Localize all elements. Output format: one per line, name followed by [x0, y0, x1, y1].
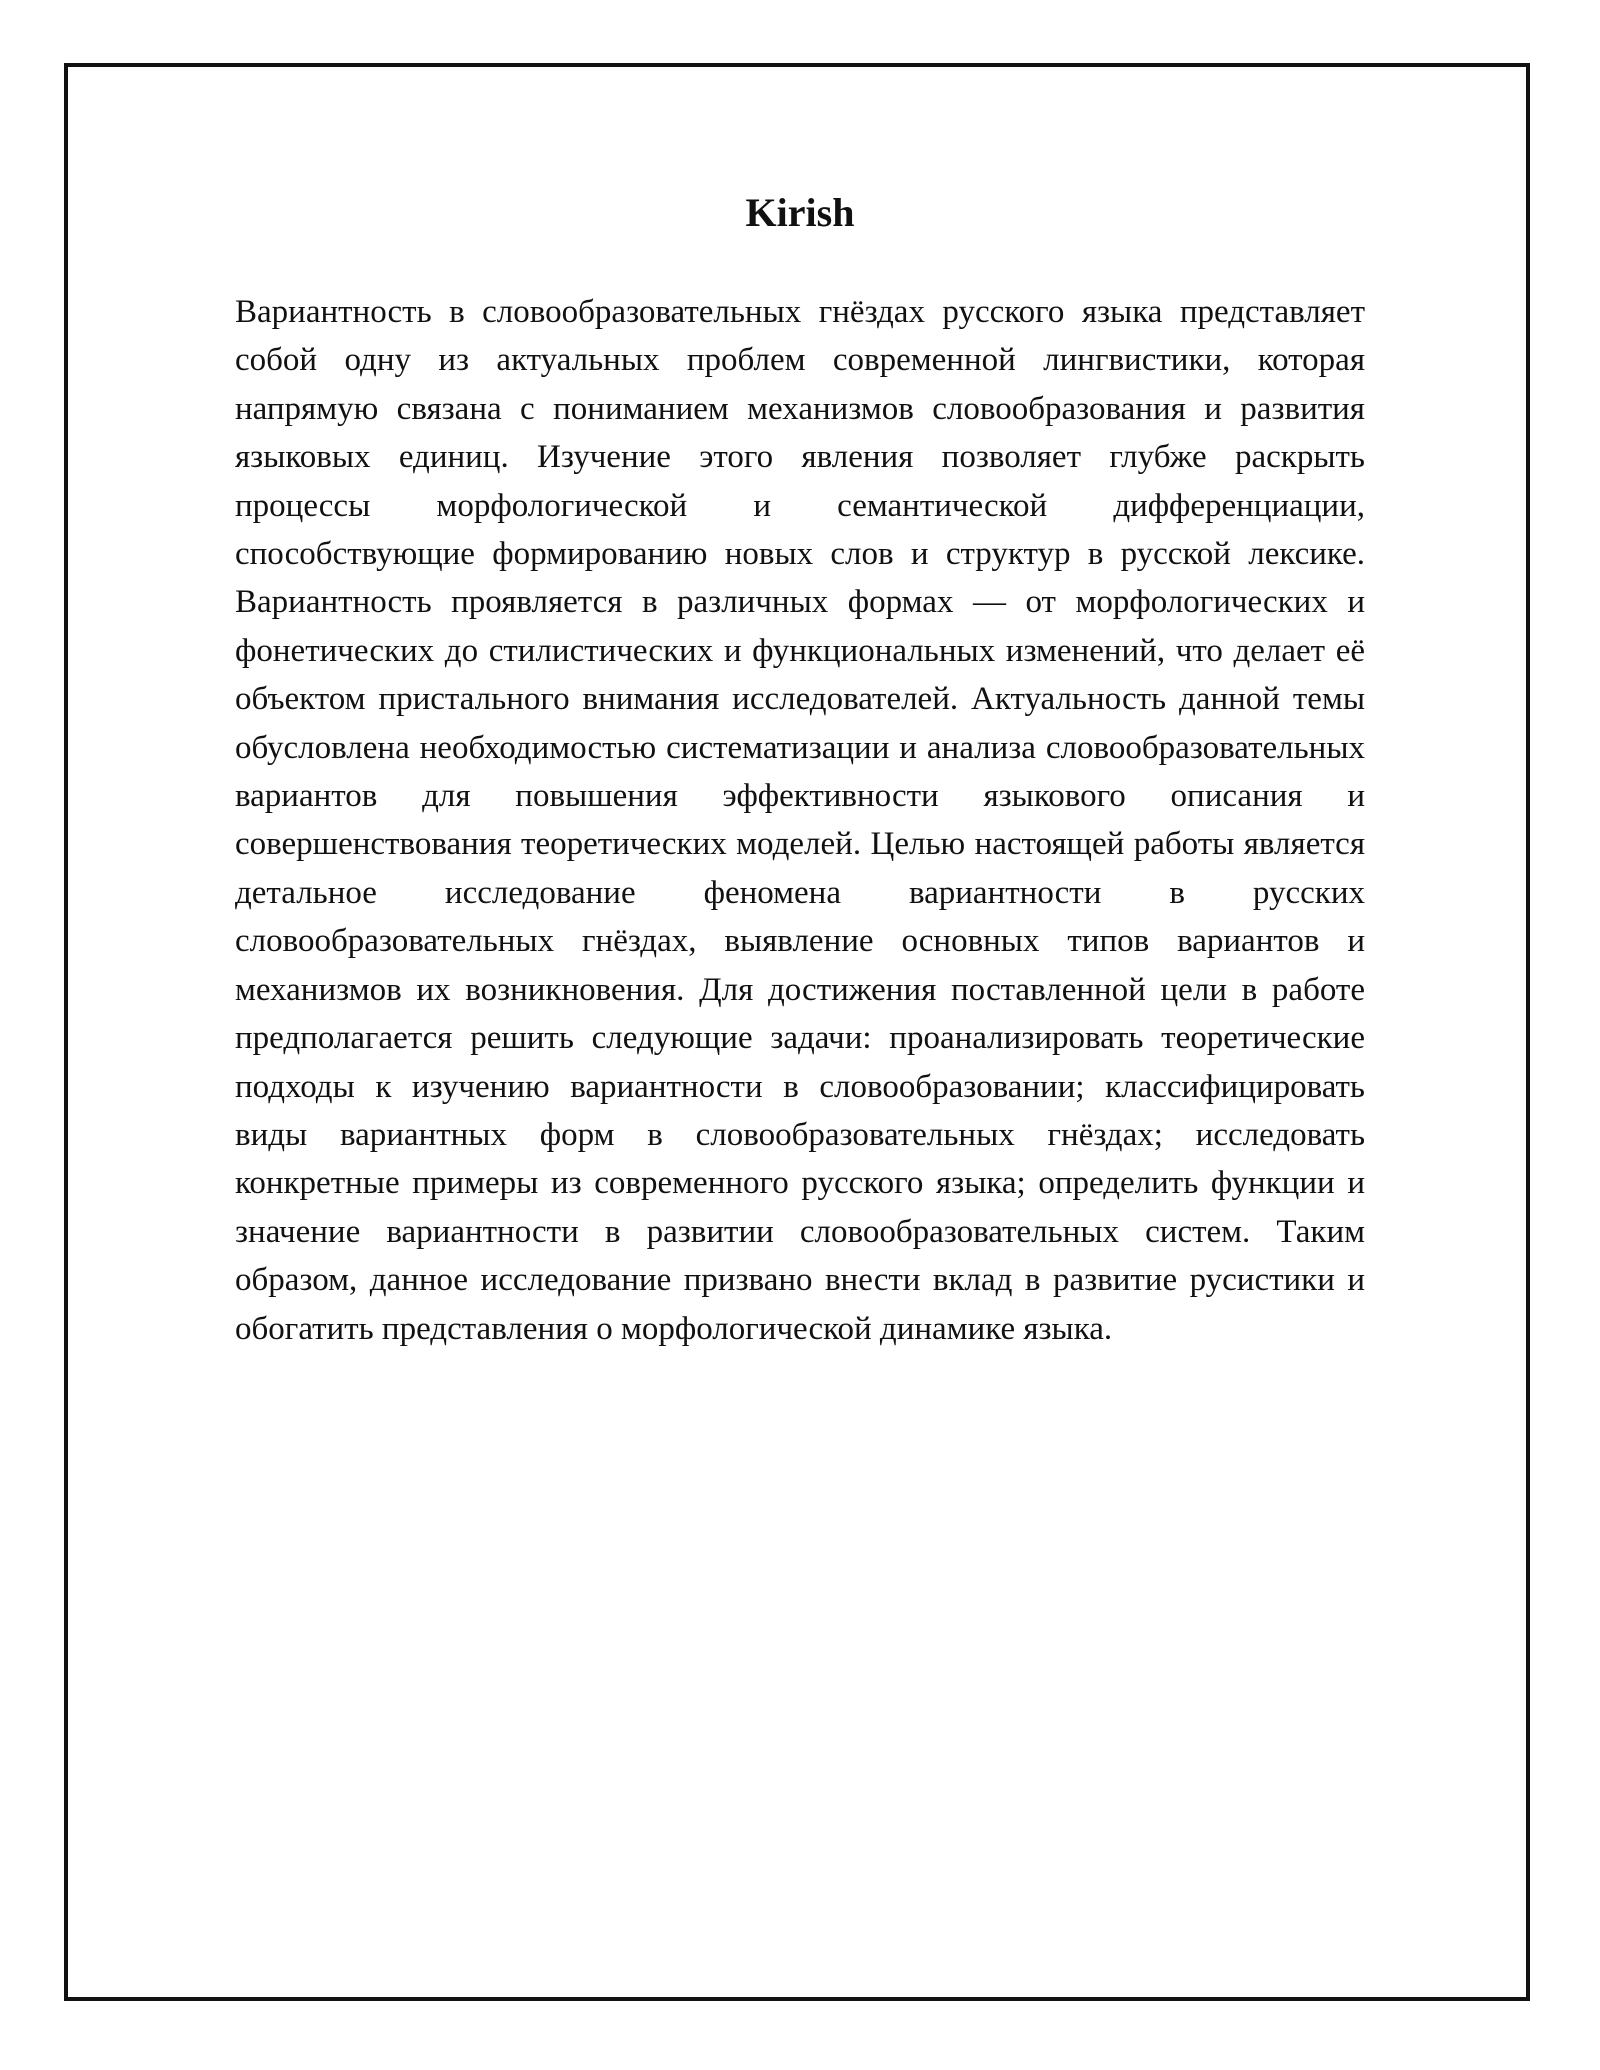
- body-paragraph: Вариантность в словообразовательных гнёздах русского языка представляет собой одну из актуальных проблем современной лингвистики, которая напрямую связана с пониманием механизмов словообразования и развития языковых единиц. Изучение этого явления позволяет глубже раскрыть процессы морфологической и семантической дифференциации, способствующие формированию новых слов и структур в русской лексике. Вариантность проявляется в различных формах — от морфологических и фонетических до стилистических и функциональных изменений, что делает её объектом пристального внимания исследователей. Актуальность данной темы обусловлена необходимостью систематизации и анализа словообразовательных вариантов для повышения эффективности языкового описания и совершенствования теоретических моделей. Целью настоящей работы является детальное исследование феномена вариантности в русских словообразовательных гнёздах, выявление основных типов вариантов и механизмов их возникновения. Для достижения поставленной цели в работе предполагается решить следующие задачи: проанализировать теоретические подходы к изучению вариантности в словообразовании; классифицировать виды вариантных форм в словообразовательных гнёздах; исследовать конкретные примеры из современного русского языка; определить функции и значение вариантности в развитии словообразовательных систем. Таким образом, данное исследование призвано внести вклад в развитие русистики и обогатить представления о морфологической динамике языка.: [235, 294, 1365, 1347]
- page-title: Kirish: [745, 190, 855, 235]
